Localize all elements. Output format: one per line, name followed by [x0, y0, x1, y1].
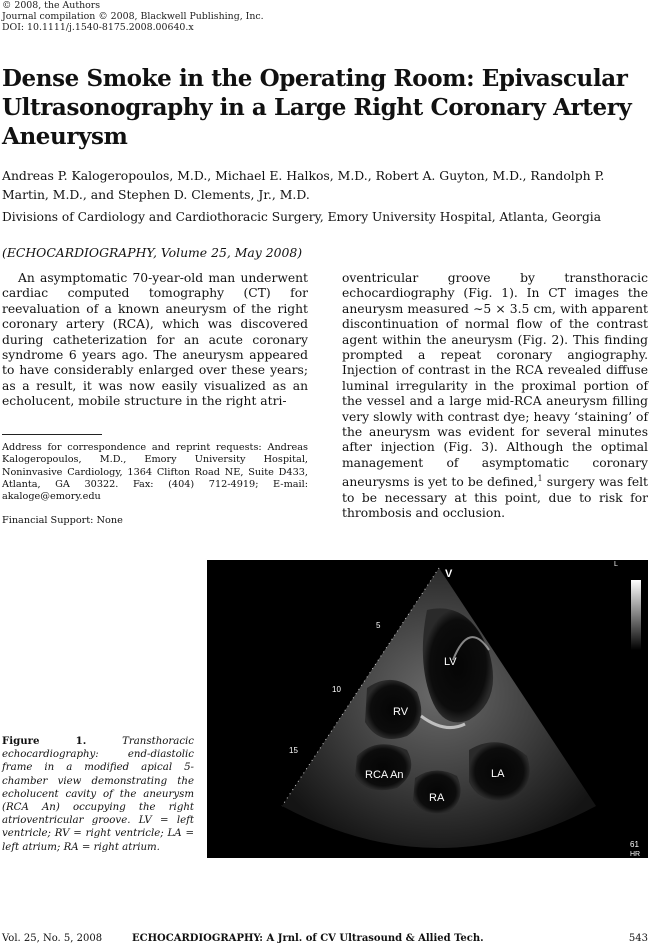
figure-caption: [2, 735, 194, 854]
copyright-authors: © 2008, the Authors: [2, 0, 101, 11]
copyright-header: [2, 0, 264, 34]
grayscale-bar: [631, 580, 641, 650]
page-footer: [0, 933, 650, 947]
figure-caption-text: Transthoracic echocardiography: end-diastolic frame in a modified apical 5-chamber view demonstrating the echolucent cavity of the aneurysm (RCA An) occupying the right atrioventricular groove. LV = left ventricle; RV = right ventricle; LA = left atrium; RA = right atrium.: [2, 736, 194, 853]
label-ra: RA: [429, 792, 445, 804]
hr-label: HR: [630, 851, 641, 858]
article-title: Dense Smoke in the Operating Room: Epivascular Ultrasonography in a Large Right Coronary Artery Aneurysm: [2, 65, 632, 150]
label-rv: RV: [393, 706, 409, 718]
label-rca-aneurysm: RCA An: [365, 769, 404, 781]
body-column-2: [342, 271, 648, 522]
depth-label-10: 10: [332, 685, 341, 694]
footer-journal: ECHOCARDIOGRAPHY: A Jrnl. of CV Ultrasound & Allied Tech.: [132, 933, 484, 944]
doi: DOI: 10.1111/j.1540-8175.2008.00640.x: [2, 22, 194, 34]
depth-label-15: 15: [289, 746, 298, 755]
body-column-1: An asymptomatic 70-year-old man underwent cardiac computed tomography (CT) for reevaluation of a known aneurysm of the right coronary artery (RCA), which was discovered during catheterization for an acute coronary syndrome 6 years ago. The aneurysm appeared to have considerably enlarged over these years; as a result, it was now easily visualized as an echolucent, mobile structure in the right atri-: [2, 271, 308, 409]
body-text-after-reference: surgery was felt to be necessary at this point, due to risk for thrombosis and occlusion.: [342, 475, 648, 521]
footer-page-number: 543: [628, 933, 648, 944]
depth-label-5: 5: [376, 621, 381, 630]
journal-compilation: Journal compilation © 2008, Blackwell Publishing, Inc.: [2, 11, 264, 23]
frame-rate-label: 61: [630, 840, 639, 849]
label-la: LA: [491, 768, 505, 780]
footer-volume: Vol. 25, No. 5, 2008: [2, 933, 103, 944]
affiliation: Divisions of Cardiology and Cardiothoracic Surgery, Emory University Hospital, Atlanta, Georgia: [2, 210, 601, 224]
echocardiogram-image: [207, 560, 648, 858]
figure-caption-label: Figure 1.: [2, 735, 87, 747]
echocardiogram-figure: [207, 560, 648, 858]
label-lv: LV: [444, 656, 457, 668]
footnote-divider: [2, 434, 102, 435]
reference-superscript: 1: [537, 474, 543, 484]
body-text-before-reference: oventricular groove by transthoracic echocardiography (Fig. 1). In CT images the aneurysm measured ∼5 × 3.5 cm, with apparent discontinuation of normal flow of the contrast agent within the aneurysm (Fig. 2). This finding prompted a repeat coronary angiography. Injection of contrast in the RCA revealed diffuse luminal irregularity in the proximal portion of the vessel and a large mid-RCA aneurysm filling very slowly with contrast dye; heavy ‘staining’ of the aneurysm was evident for several minutes after injection (Fig. 3). Although the optimal management of asymptomatic coronary aneurysms is yet to be defined,: [342, 271, 648, 490]
correspondence-footnote: Address for correspondence and reprint requests: Andreas Kalogeropoulos, M.D., Emory University Hospital, Noninvasive Cardiology, 1364 Clifton Road NE, Suite D433, Atlanta, GA 30322. Fax: (404) 712-4919; E-mail: akaloge@emory.edu: [2, 442, 308, 503]
journal-citation: (ECHOCARDIOGRAPHY, Volume 25, May 2008): [2, 245, 303, 260]
l-marker-label: L: [614, 561, 618, 568]
author-list: Andreas P. Kalogeropoulos, M.D., Michael E. Halkos, M.D., Robert A. Guyton, M.D., Randolph P. Martin, M.D., and Stephen D. Clements, Jr., M.D.: [2, 168, 605, 202]
sector-apex-label: V: [445, 568, 453, 580]
funding-footnote: Financial Support: None: [2, 515, 123, 526]
